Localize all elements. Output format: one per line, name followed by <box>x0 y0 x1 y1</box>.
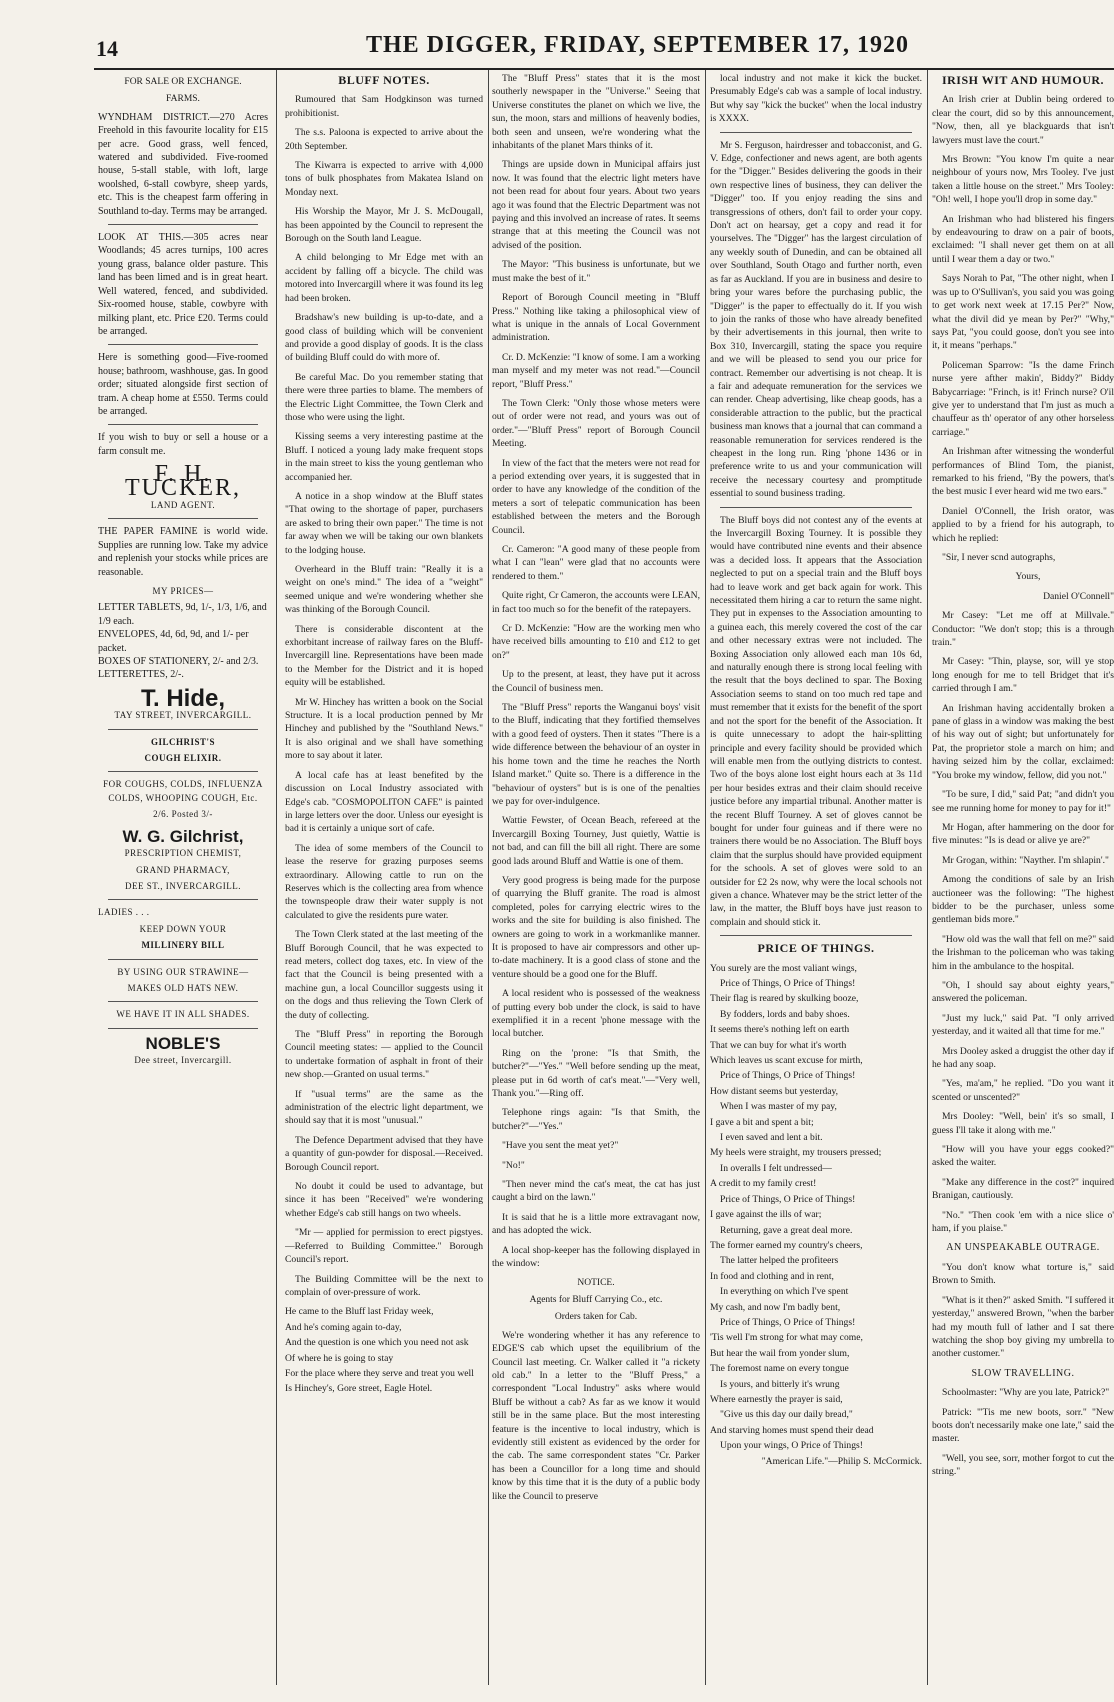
verse-line: Price of Things, O Price of Things! <box>720 1316 856 1328</box>
price-item: LETTERETTES, 2/-. <box>98 669 184 681</box>
paragraph: Says Norah to Pat, "The other night, when I was up to O'Sullivan's, you said you was going to get work next week at 17.15 Per?" Now, what the divil did ye mean by Per?" "Why," says Pat, "you could goose, don't you see into it, it means "perhaps." <box>932 273 1114 352</box>
verse-line: Price of Things, O Price of Things! <box>720 978 856 989</box>
poem-heading: PRICE OF THINGS. <box>757 941 875 956</box>
paragraph: Ring on the 'prone: "Is that Smith, the butcher?"—"Yes." "Well before sending up the meat, please put in 6d worth of cat's meat."—"Very well, Thank you."—Ring off. <box>492 1047 700 1100</box>
verse-line: The former earned my country's cheers, <box>710 1239 863 1251</box>
notice-heading: NOTICE. <box>577 1277 615 1288</box>
paragraph: Quite right, Cr Cameron, the accounts were LEAN, in fact too much so for the benefit of the ratepayers. <box>492 590 700 615</box>
paragraph: Mr Casey: "Thin, playse, sor, will ye stop long enough for me to tell Bridget that it's carried through I am." <box>932 656 1114 695</box>
verse-line: Where earnestly the prayer is said, <box>710 1393 843 1405</box>
paragraph: Report of Borough Council meeting in "Bluff Press." Nothing like taking a philosophical view of what is unique in the annals of Local Government administration. <box>492 292 700 344</box>
paragraph: Yours, <box>1015 571 1041 583</box>
separator <box>720 935 912 936</box>
section-heading: IRISH WIT AND HUMOUR. <box>941 73 1105 87</box>
paragraph: Policeman Sparrow: "Is the dame Frinch nurse yere afther makin', Biddy?" Biddy Babycarriage: "Frinch, is it! Frinch nurse? O'il give yer to understand that I'm just as much a chauffeur as th' operator of any other horseless carriage." <box>932 359 1114 438</box>
paragraph: "No." "Then cook 'em with a nice slice o' ham, if you plaise." <box>932 1209 1114 1235</box>
paragraph: A local shop-keeper has the following displayed in the window: <box>492 1244 700 1270</box>
verse-line: For the place where they serve and treat you well <box>285 1367 474 1379</box>
paragraph: "No!" <box>502 1159 525 1171</box>
column-divider <box>705 70 706 1685</box>
paragraph: Kissing seems a very interesting pastime at the Bluff. I noticed a young lady make frequent stops in the main street to kiss the young gentleman who accompanied her. <box>285 431 483 483</box>
verse-line: Returning, gave a great deal more. <box>720 1224 853 1236</box>
advertiser-title: GRAND PHARMACY, <box>136 864 230 875</box>
advertisements-column <box>98 72 268 1682</box>
paragraph: Mr Hogan, after hammering on the door for five minutes: "Is is dead or alive ye are?" <box>932 821 1114 847</box>
ad-text: Here is something good—Five-roomed house; bathroom, washhouse, gas. In good order; situated alongside first section of tram. A cheap home at £550. Terms could be arranged. <box>98 352 268 417</box>
paragraph: The Mayor: "This business is unfortunate, but we must make the best of it." <box>492 259 700 284</box>
verse-line: He came to the Bluff last Friday week, <box>285 1306 434 1318</box>
masthead-rule <box>94 68 1114 70</box>
paragraph: The s.s. Paloona is expected to arrive about the 20th September. <box>285 127 483 152</box>
subsection-heading: AN UNSPEAKABLE OUTRAGE. <box>946 1242 1100 1254</box>
verse-line: But hear the wail from yonder slum, <box>710 1347 850 1359</box>
paragraph: Mrs Dooley: "Well, bein' it's so small, I guess I'll take it along with me." <box>932 1111 1114 1136</box>
verse-line: How distant seems but yesterday, <box>710 1085 839 1097</box>
ad-heading: LADIES . . . <box>98 907 150 918</box>
paragraph: Schoolmaster: "Why are you late, Patrick?" <box>942 1387 1110 1399</box>
paragraph: There is considerable discontent at the exhorbitant increase of railway fares on the Bluff-Invercargill line. Representations have been made to the Member for the District and it is hoped equity will be established. <box>285 623 483 689</box>
paragraph: We're wondering whether it has any reference to EDGE'S cab which upset the equilibrium of the Council last meeting. Cr. Walker called it "a rickety old cab." In a letter to the "Bluff Press," a correspondent "Local Industry" asks where would Bluff be without a cab? As far as we know it would still be in the same place. But the most interesting feature is the incentive to local industry, which is evidently still existent as evidenced by the order for the cab. The same correspondent states "Cr. Parker has been a Councillor for a long time and should know by this time that it is the duty of a public body like the Council to preserve <box>492 1329 700 1502</box>
paragraph: The "Bluff Press" reports the Wanganui boys' visit to the Bluff, indicating that they fortified themselves with a good feed of oysters. Then it states "There is a wide difference between the behaviour of an oyster in his home town and the time he reaches the North Island market." Quite so. There is a difference in the "behaviour of oysters" but is is one of the penalties we pay for over-indulgence. <box>492 702 700 807</box>
separator <box>108 771 258 772</box>
separator <box>108 729 258 730</box>
separator <box>108 1028 258 1029</box>
separator <box>108 959 258 960</box>
paragraph: Mr S. Ferguson, hairdresser and tobacconist, and G. V. Edge, confectioner and news agent, are both agents for the "Digger." Besides delivering the goods in their own respective lines of business, they can deliver the "Digger" too. If you enjoy reading the sins and transgressions of others, don't fail to order your copy. Don't act on hearsay, get a copy and read it for yourselves. The "Digger" has the largest circulation of any weekly south of Dunedin, and can be obtained all over Southland, South Otago and further north, even as far as Auckland. If you are in business and desire to bring your wares before the purchasing public, the "Digger" is the paper to effectually do it. If you wish to join the ranks of those who have already benefited by their advertisements in this journal, then write to Box 310, Invercargill, stating the space you require and we will be pleased to send you our price for contract. Remember our advertising is not cheap. It is a fair and adequate remuneration for the services we can render. Cheap advertising, like cheap goods, has a considerable attraction to the public, but the practical business man knows that a journal that can command a reasonable remuneration for services rendered is the cheapest in the long run. Ring 'phone 1436 or in preference write to us and your communication will receive the necessary courtesy and promptitude essential to sound business trading. <box>710 139 922 500</box>
verse-line: My heels were straight, my trousers pressed; <box>710 1147 882 1159</box>
advertiser-address: TAY STREET, INVERCARGILL. <box>114 710 252 721</box>
separator <box>720 507 912 508</box>
separator <box>108 344 258 345</box>
paragraph: "Yes, ma'am," he replied. "Do you want it scented or unscented?" <box>932 1078 1114 1103</box>
paragraph: "How will you have your eggs cooked?" asked the waiter. <box>932 1144 1114 1169</box>
advertiser-address: Dee street, Invercargill. <box>134 1055 232 1066</box>
paragraph: Daniel O'Connell, the Irish orator, was applied to by a friend for his autograph, to which he replied: <box>932 505 1114 544</box>
paragraph: Cr. Cameron: "A good many of these people from what I can "lean" were glad that no accounts were rendered to them." <box>492 544 700 582</box>
advertiser-name: W. G. Gilchrist, <box>122 826 244 846</box>
verse-line: In everything on which I've spent <box>720 1286 849 1298</box>
paragraph: "How old was the wall that fell on me?" said the Irishman to the policeman who was taking him in the ambulance to the hospital. <box>932 933 1114 972</box>
paragraph: Among the conditions of sale by an Irish auctioneer was the following: "The highest bidder to be the purchaser, unless some gentleman bids more." <box>932 874 1114 926</box>
verse-line: 'Tis well I'm strong for what may come, <box>710 1332 863 1344</box>
paragraph: An Irish crier at Dublin being ordered to clear the court, did so by this announcement, "Now, then, all ye blackguards that isn't lawyers must lave the court." <box>932 94 1114 146</box>
paragraph: Mrs Dooley asked a druggist the other day if he had any soap. <box>932 1045 1114 1070</box>
paragraph: A local cafe has at least benefited by the discussion on Local Industry associated with Edge's cab. "COSMOPOLITON CAFE" is painted in large letters over the door. Unless our eyesight is bad it is certainly a unique sort of cafe. <box>285 769 483 835</box>
paragraph: "What is it then?" asked Smith. "I suffered it yesterday," answered Brown, "when the barber had my mouth full of lather and I sat there watching the shop boy giving my umbrella to another customer." <box>932 1294 1114 1360</box>
advertiser-title: LAND AGENT. <box>150 499 216 510</box>
notice-line: Agents for Bluff Carrying Co., etc. <box>529 1294 663 1305</box>
verse-line: My cash, and now I'm badly bent, <box>710 1301 841 1313</box>
verse-line: You surely are the most valiant wings, <box>710 962 857 974</box>
verse-line: And he's coming again to-day, <box>285 1321 402 1333</box>
verse-line: That we can buy for what it's worth <box>710 1039 847 1051</box>
paragraph: An Irishman having accidentally broken a pane of glass in a window was making the best of his way out of sight; but unfortunately for Pat, the proprietor stole a march on him; and having seized him by the collar, exclaimed: "You broke my window, fellow, did you not." <box>932 702 1114 781</box>
paragraph: The idea of some members of the Council to lease the reserve for grazing purposes seems extraordinary. Allowing cattle to run on the Reserves which is the collecting area from whence the townspeople draw their water supply is not calculated to give the residents pure water. <box>285 842 483 921</box>
advertiser-name: NOBLE'S <box>145 1033 221 1053</box>
paragraph: Very good progress is being made for the purpose of quarrying the Bluff granite. The road is almost completed, poles for carrying electric wires to the works and the site for building is also finished. The owners are going to work in a workmanlike manner. It is proposed to have air compressors and other up-to-date machinery. It is a good class of stone and the venture should be a good one for the Bluff. <box>492 874 700 980</box>
advertiser-name: F. H. TUCKER, <box>125 461 241 501</box>
paragraph: An Irishman who had blistered his fingers by endeavouring to draw on a pair of boots, exclaimed: "I shall never get them on at all until I wear them a day or two." <box>932 213 1114 265</box>
paragraph: "You don't know what torture is," said Brown to Smith. <box>932 1261 1114 1287</box>
verse-line: And starving homes must spend their dead <box>710 1424 874 1436</box>
price-item: LETTER TABLETS, 9d, 1/-, 1/3, 1/6, and 1/9 each. <box>98 602 267 627</box>
separator <box>108 224 258 225</box>
paragraph: "Mr — applied for permission to erect pigstyes.—Referred to Building Committee." Borough Council's report. <box>285 1227 483 1266</box>
ad-heading: GILCHRIST'S <box>150 736 216 747</box>
paragraph: "Well, you see, sorr, mother forgot to cut the string." <box>932 1452 1114 1478</box>
paragraph: No doubt it could be used to advantage, but since it has been "Received" we're wondering whether Edge's cab still hangs on two wheels. <box>285 1181 483 1219</box>
ad-text: FOR COUGHS, COLDS, INFLUENZA COLDS, WHOOPING COUGH, Etc. <box>103 779 263 803</box>
paragraph: Mrs Brown: "You know I'm quite a near neighbour of yours now, Mrs Tooley. I've just taken a little house on the street." Mrs Tooley: "Oh! well, I hope you'll drop in some day." <box>932 154 1114 206</box>
verse-line: I gave a bit and spent a bit; <box>710 1116 814 1128</box>
paragraph: Rumoured that Sam Hodgkinson was turned prohibitionist. <box>285 94 483 119</box>
paragraph: The Defence Department advised that they have a quantity of gun-powder for disposal.—Received. Borough Council report. <box>285 1134 483 1173</box>
ad-price: 2/6. Posted 3/- <box>153 809 213 820</box>
verse-line: Which leaves us scant excuse for mirth, <box>710 1055 863 1067</box>
separator <box>108 518 258 519</box>
ad-text: WE HAVE IT IN ALL SHADES. <box>116 1009 250 1020</box>
paragraph: Overheard in the Bluff train: "Really it is a weight on one's mind." The idea of a "weight" seemed unique and we're wondering whether she was thinking of the Borough Council. <box>285 564 483 616</box>
ad-subheading: COUGH ELIXIR. <box>144 753 222 764</box>
verse-line: A credit to my family crest! <box>710 1178 817 1190</box>
paragraph: His Worship the Mayor, Mr J. S. McDougall, has been appointed by the Council to represent the Borough on the South land League. <box>285 206 483 245</box>
paragraph: "To be sure, I did," said Pat; "and didn't you see me running home for money to pay for it!" <box>932 789 1114 814</box>
paragraph: The Town Clerk stated at the last meeting of the Bluff Borough Council, that he was expected to read meters, collect dog taxes, etc. In view of the fact that the Council is being presented with a machine gun, a local Councillor suggests using it on the dogs and thus relieving the Town Clerk of the duty of collecting. <box>285 929 483 1021</box>
verse-line: In food and clothing and in rent, <box>710 1270 834 1282</box>
masthead-title: THE DIGGER, FRIDAY, SEPTEMBER 17, 1920 <box>366 32 909 58</box>
verse-line: Is yours, and bitterly it's wrung <box>720 1378 840 1390</box>
agents-and-poem-column <box>710 72 922 1682</box>
paragraph: "Sir, I never scnd autographs, <box>942 552 1056 563</box>
section-heading: BLUFF NOTES. <box>338 73 430 87</box>
verse-line: I even saved and lent a bit. <box>720 1132 823 1144</box>
separator <box>108 424 258 425</box>
paragraph: Up to the present, at least, they have put it across the Council of business men. <box>492 669 700 694</box>
verse-line: I gave against the ills of war; <box>710 1209 822 1221</box>
paragraph: A notice in a shop window at the Bluff states "That owing to the shortage of paper, purchasers are asked to bring their own paper." The time is not far away when we will be taking our own blankets to the lodging house. <box>285 490 483 556</box>
paragraph: "Oh, I should say about eighty years," answered the policeman. <box>932 979 1114 1005</box>
ad-text: WYNDHAM DISTRICT.—270 Acres Freehold in this favourite locality for £15 per acre. Good grass, well fenced, watered and subdivided. Five-roomed house, 5-stall stable, with loft, large woolshed, 6-stall cowbyre, sheep yards, etc. This is the cheapest farm offering in Southland to-day. Terms may be arranged. <box>98 111 268 217</box>
advertiser-title: PRESCRIPTION CHEMIST, <box>124 848 242 859</box>
verse-line: "Give us this day our daily bread," <box>720 1409 853 1421</box>
verse-line: When I was master of my pay, <box>720 1101 837 1113</box>
verse-line: The latter helped the profiteers <box>720 1255 839 1267</box>
ad-text: KEEP DOWN YOUR <box>139 923 227 934</box>
paragraph: The Bluff boys did not contest any of the events at the Invercargill Boxing Tourney. It is possible they would have contributed nine events and their absence was a decided loss. It appears that the Association neglected to put on a special train and the Bluff boys had to leave work and get back again for work. This necessitated them hiring a car to return the same night. They put in expenses to the Association amounting to a guinea each, this merely covered the cost of the car and other necessary extras were not included. The Boxing Association only allowed each man 10s 6d, and naturally enough there is strong local feeling with the result that the boys declined to spar. The Boxing Association seems to stand on too much red tape and must remember that it exists for the benefit of the sport and not the sport for the benefit of the Association. It is quite unnecessary to adopt the hair-splitting principle and every facility should be provided which will enable men from the outlying districts to contest. Two of the boys alone lost eight hours each at 3s 11d per hour besides extras and their claim should receive justice before any impartial tribunal. Another matter is the recent Bluff Tourney. A set of gloves cannot be bought for under four guineas and if there were no trainers there would be no Association. The Bluff boys claim that the surplus should have provided equipment for the schools. A set of gloves were sold to an outsider for £2 2s now, why were the local schools not given a chance. Whatever may be the strict letter of the law, in the matter, the Bluff boys have just reason to complain and should stick it. <box>710 514 922 928</box>
paragraph: Cr. D. McKenzie: "I know of some. I am a working man myself and my meter was not read."—Council report, "Bluff Press." <box>492 351 700 390</box>
page-number: 14 <box>96 36 118 61</box>
ad-subheading: FARMS. <box>166 94 200 105</box>
paragraph: An Irishman after witnessing the wonderful performances of Blind Tom, the pianist, remarked to his friend, "By the powers, that's the best music I ever heard wid me two ears." <box>932 446 1114 498</box>
price-item: ENVELOPES, 4d, 6d, 9d, and 1/- per packet. <box>98 629 249 654</box>
paragraph: A local resident who is possessed of the weakness of putting every bob under the clock, is said to have exemplified it in a recent 'phone message with the local butcher. <box>492 988 700 1040</box>
paragraph: local industry and not make it kick the bucket. Presumably Edge's cab was a sample of local industry. But why say "kick the bucket" when the local industry is XXXX. <box>710 73 922 125</box>
paragraph: "Make any difference in the cost?" inquired Branigan, cautiously. <box>932 1176 1114 1202</box>
separator <box>108 899 258 900</box>
paragraph: Things are upside down in Municipal affairs just now. It was found that the electric light meters have not been read for about four years. About two years ago it was found that the Electric Department was not paying and this involved an increase of rates. It seems strange that at this meeting the Council was not advised of the position. <box>492 159 700 251</box>
paragraph: The "Bluff Press" states that it is the most southerly newspaper in the "Universe." Seeing that Universe constitutes the planet on which we live, the sun, the moon, stars and millions of heavenly bodies, both seen and unseen, we're wondering what the inhabitants of the planet Mars thinks of it. <box>492 73 700 152</box>
column-divider <box>276 70 277 1685</box>
ad-text: MILLINERY BILL <box>141 940 225 951</box>
verse-line: And the question is one which you need not ask <box>285 1337 469 1349</box>
bluff-notes-column <box>285 72 483 1682</box>
bluff-notes-continued-column <box>492 72 700 1682</box>
paragraph: Mr Casey: "Let me off at Millvale." Conductor: "We don't stop; this is a through train." <box>932 610 1114 649</box>
verse-line: Price of Things, O Price of Things! <box>720 1193 856 1205</box>
verse-line: Price of Things, O Price of Things! <box>720 1070 856 1082</box>
ad-text: THE PAPER FAMINE is world wide. Supplies are running low. Take my advice and replenish your stocks while prices are reasonable. <box>98 526 268 578</box>
irish-wit-column <box>932 72 1114 1682</box>
paragraph: Patrick: "'Tis me new boots, sorr." "New boots don't necessarily make one late," said the master. <box>932 1406 1114 1445</box>
verse-line: Of where he is going to stay <box>285 1352 394 1364</box>
paragraph: The Building Committee will be the next to complain of over-pressure of work. <box>285 1273 483 1298</box>
paragraph: Cr D. McKenzie: "How are the working men who have received bills amounting to £10 and £12 to get on?" <box>492 623 700 661</box>
paragraph: Mr W. Hinchey has written a book on the Social Structure. It is a local production penned by Mr Hinchey and published by the "Southland News." It is also original and we shall have something more to say about it later. <box>285 696 483 762</box>
paragraph: If "usual terms" are the same as the administration of the electric light department, we should say that it is most "unusual." <box>285 1088 483 1127</box>
paragraph: Wattie Fewster, of Ocean Beach, refereed at the Invercargill Boxing Tourney, Just quietly, Wattie is not bad, and can fill the bill all right. There are some good lads around Bluff and Wattie is one of them. <box>492 815 700 867</box>
notice-line: Orders taken for Cab. <box>554 1312 638 1323</box>
verse-line: Is Hinchey's, Gore street, Eagle Hotel. <box>285 1383 433 1395</box>
ad-text: If you wish to buy or sell a house or a farm consult me. <box>98 432 268 457</box>
paragraph: "Have you sent the meat yet?" <box>502 1140 619 1152</box>
subsection-heading: SLOW TRAVELLING. <box>971 1367 1075 1379</box>
paragraph: Mr Grogan, within: "Nayther. I'm shlapin'." <box>942 854 1109 866</box>
paragraph: Bradshaw's new building is up-to-date, and a good class of building which will be convenient and provide a good display of goods. It is the class of building Bluff could do with more of. <box>285 312 483 364</box>
ad-text: MAKES OLD HATS NEW. <box>127 982 239 993</box>
verse-line: It seems there's nothing left on earth <box>710 1024 850 1036</box>
ad-heading: FOR SALE OR EXCHANGE. <box>124 77 242 87</box>
paragraph: The "Bluff Press" in reporting the Borough Council meeting states: — applied to the Council to undertake formation of asphalt in front of their new shop.—Granted on usual terms." <box>285 1029 483 1081</box>
paragraph: Daniel O'Connell" <box>1043 590 1114 602</box>
paragraph: The Kiwarra is expected to arrive with 4,000 tons of bulk phosphates from Makatea Island on Monday next. <box>285 160 483 198</box>
poem-attribution: "American Life."—Philip S. McCormick. <box>761 1455 922 1467</box>
masthead <box>0 28 1114 68</box>
verse-line: By fodders, lords and baby shoes. <box>720 1008 850 1020</box>
paragraph: It is said that he is a little more extravagant now, and has adopted the wick. <box>492 1211 700 1237</box>
advertiser-name: T. Hide, <box>140 684 225 712</box>
ad-subheading: MY PRICES— <box>152 586 214 596</box>
separator <box>720 132 912 133</box>
paragraph: "Just my luck," said Pat. "I only arrived yesterday, and it waited all that time for me." <box>932 1012 1114 1038</box>
column-divider <box>927 70 928 1685</box>
column-divider <box>488 70 489 1685</box>
paragraph: In view of the fact that the meters were not read for a period extending over years, it is suggested that in order to have any knowledge of the condition of the meters a sort of telepatic communication has been established between the meters and the Borough Council. <box>492 457 700 536</box>
paragraph: Telephone rings again: "Is that Smith, the butcher?"—"Yes." <box>492 1107 700 1132</box>
verse-line: In overalls I felt undressed— <box>720 1162 832 1174</box>
price-item: BOXES OF STATIONERY, 2/- and 2/3. <box>98 656 259 668</box>
advertiser-address: DEE ST., INVERCARGILL. <box>124 880 242 891</box>
paragraph: "Then never mind the cat's meat, the cat has just caught a bird on the lawn." <box>492 1179 700 1204</box>
paragraph: The Town Clerk: "Only those whose meters were out of order were not read, and yours was out of order."—"Bluff Press" report of Borough Council Meeting. <box>492 397 700 450</box>
paragraph: A child belonging to Mr Edge met with an accident by falling off a bicycle. The child was motored into Invercargill where it was found its leg had been broken. <box>285 252 483 304</box>
verse-line: Their flag is reared by skulking booze, <box>710 993 859 1005</box>
separator <box>108 1001 258 1002</box>
verse-line: The foremost name on every tongue <box>710 1363 849 1375</box>
ad-text: LOOK AT THIS.—305 acres near Woodlands; 45 acres turnips, 100 acres young grass, balance older pasture. This land has been limed and is in great heart. Well watered, fenced, and subdivided. Six-roomed house, stable, cowbyre with milking plant, etc. Price £20. Terms could be arranged. <box>98 232 268 337</box>
ad-text: BY USING OUR STRAWINE— <box>117 966 249 977</box>
paragraph: Be careful Mac. Do you remember stating that there were three parties to blame. The members of the Electric Light Committee, the Town Clerk and those who were using the light. <box>285 371 483 423</box>
verse-line: Upon your wings, O Price of Things! <box>720 1440 863 1452</box>
